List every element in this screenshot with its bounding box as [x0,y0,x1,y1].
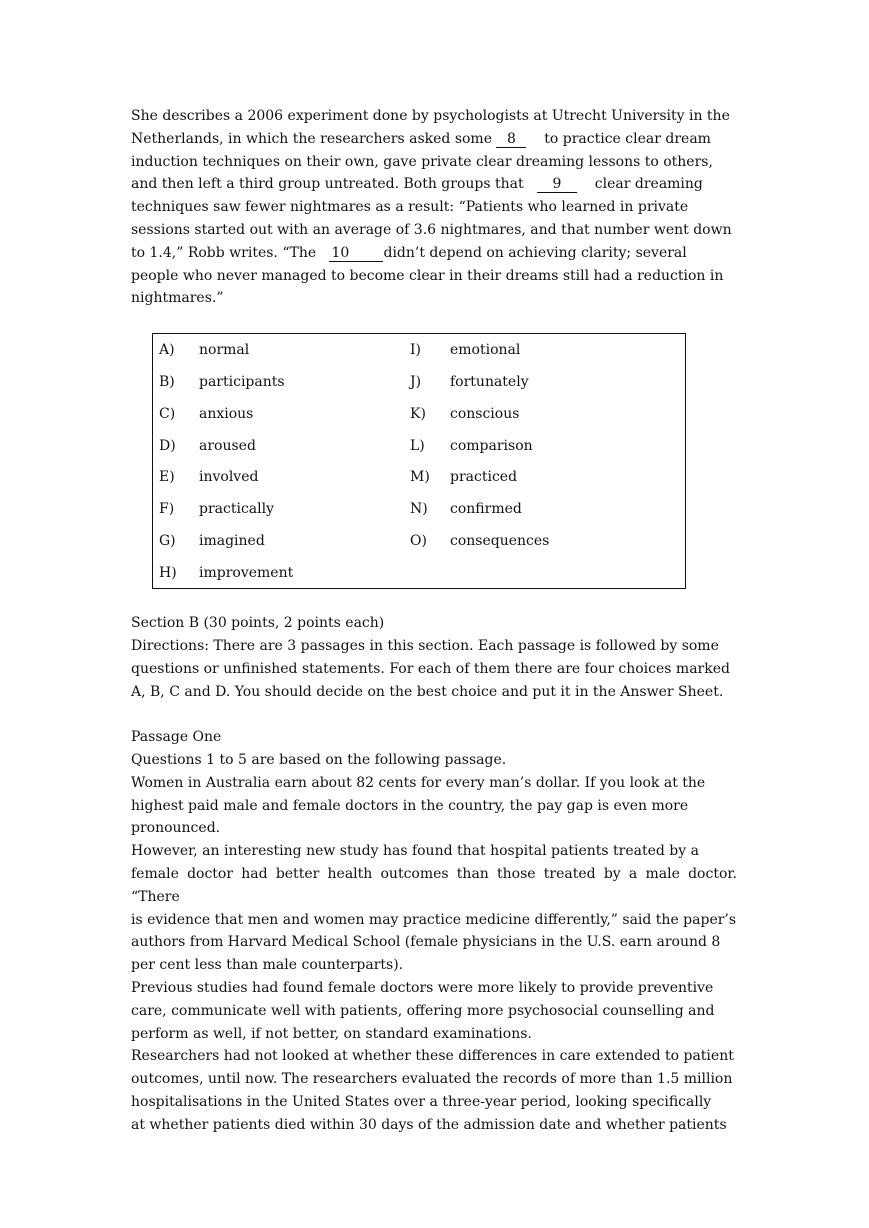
choice-word: consequences [450,532,550,549]
blank-10: 10 [329,245,383,262]
blank-9: 9 [537,176,577,193]
choice-word: imagined [199,532,265,549]
choice-letter: L) [410,437,425,454]
text-line: Researchers had not looked at whether these differences in care extended to patient [131,1048,734,1065]
choice-letter: A) [159,342,175,359]
word-choice [410,339,549,371]
choice-letter: O) [410,532,427,549]
blank-8: 8 [496,131,526,148]
text-line: people who never managed to become clear in their dreams still had a reduction in [131,267,724,284]
text-line: Previous studies had found female doctors were more likely to provide preventive [131,979,714,996]
choice-word: conscious [450,405,520,422]
choice-letter: J) [410,373,422,390]
choice-word: normal [199,342,250,359]
section-b-directions [131,635,737,703]
passage-title: Passage One [131,729,222,746]
text-span: didn’t depend on achieving clarity; several [383,244,687,261]
choice-word: practically [199,501,274,518]
choice-letter: M) [410,469,430,486]
choice-letter: G) [159,532,176,549]
text-line: authors from Harvard Medical School (female physicians in the U.S. earn around 8 [131,934,721,951]
word-choice [410,498,549,530]
spacer [131,703,737,726]
text-span: to practice clear dream [544,130,711,147]
choice-letter: N) [410,501,428,518]
choice-word: emotional [450,342,521,359]
text-line: questions or unfinished statements. For each of them there are four choices marked [131,660,730,677]
word-choice [159,339,293,371]
text-line: at whether patients died within 30 days of the admission date and whether patients [131,1116,727,1133]
word-choice [410,403,549,435]
word-choice [159,466,293,498]
section-b-heading: Section B (30 points, 2 points each) [131,615,385,632]
passage-intro: Questions 1 to 5 are based on the following passage. [131,751,507,768]
passage-paragraph-4 [131,1045,737,1136]
choice-word: improvement [199,564,294,581]
text-line: induction techniques on their own, gave private clear dreaming lessons to others, [131,153,713,170]
choice-word: involved [199,469,259,486]
text-line: care, communicate well with patients, offering more psychosocial counselling and [131,1002,715,1019]
word-bank-left-column [159,339,293,593]
choice-letter: C) [159,405,176,422]
choice-word: practiced [450,469,518,486]
text-line: sessions started out with an average of 3.6 nightmares, and that number went down [131,221,732,238]
text-span: and then left a third group untreated. Both groups that [131,176,524,193]
text-line: outcomes, until now. The researchers evaluated the records of more than 1.5 million [131,1071,733,1088]
text-line: She describes a 2006 experiment done by psychologists at Utrecht University in the [131,108,730,124]
text-line: is evidence that men and women may practice medicine differently,” said the paper’s [131,911,737,928]
passage-paragraph-3 [131,977,737,1045]
text-line: However, an interesting new study has found that hospital patients treated by a [131,843,699,860]
text-line: hospitalisations in the United States over a three-year period, looking specifically [131,1093,712,1110]
text-line: perform as well, if not better, on standard examinations. [131,1025,532,1042]
text-span: Netherlands, in which the researchers asked some [131,130,492,147]
text-line: Directions: There are 3 passages in this section. Each passage is followed by some [131,637,719,654]
word-bank-box [152,333,686,589]
choice-word: comparison [450,437,533,454]
cloze-passage [131,105,737,310]
choice-word: fortunately [450,373,529,390]
word-choice [410,466,549,498]
word-choice [410,530,549,562]
choice-letter: I) [410,342,421,359]
text-line: highest paid male and female doctors in the country, the pay gap is even more [131,797,689,814]
document-page [131,105,737,1137]
text-line: female doctor had better health outcomes than those treated by a male doctor. “There [131,865,737,905]
text-line: techniques saw fewer nightmares as a result: “Patients who learned in private [131,199,689,216]
choice-letter: H) [159,564,177,581]
choice-letter: F) [159,501,175,518]
choice-letter: B) [159,373,175,390]
passage-paragraph-1 [131,772,737,840]
choice-letter: K) [410,405,426,422]
word-choice [410,435,549,467]
choice-word: aroused [199,437,256,454]
text-line: per cent less than male counterparts). [131,957,404,974]
text-line: nightmares.” [131,290,224,307]
text-line: pronounced. [131,820,221,837]
word-choice [159,562,293,594]
word-choice [159,530,293,562]
text-line [131,128,737,151]
word-bank-right-column [410,339,549,562]
choice-word: confirmed [450,501,522,518]
word-choice [159,371,293,403]
choice-word: anxious [199,405,254,422]
passage-one [131,726,737,1136]
text-line [131,173,737,196]
choice-letter: E) [159,469,175,486]
choice-letter: D) [159,437,176,454]
word-choice [159,403,293,435]
text-line: Women in Australia earn about 82 cents for every man’s dollar. If you look at the [131,774,706,791]
text-span: clear dreaming [594,176,703,193]
passage-paragraph-2 [131,840,737,977]
choice-word: participants [199,373,285,390]
text-line [131,242,737,265]
word-choice [410,371,549,403]
word-choice [159,435,293,467]
text-line: A, B, C and D. You should decide on the best choice and put it in the Answer Sheet. [131,683,724,700]
word-choice [159,498,293,530]
text-span: to 1.4,” Robb writes. “The [131,244,317,261]
